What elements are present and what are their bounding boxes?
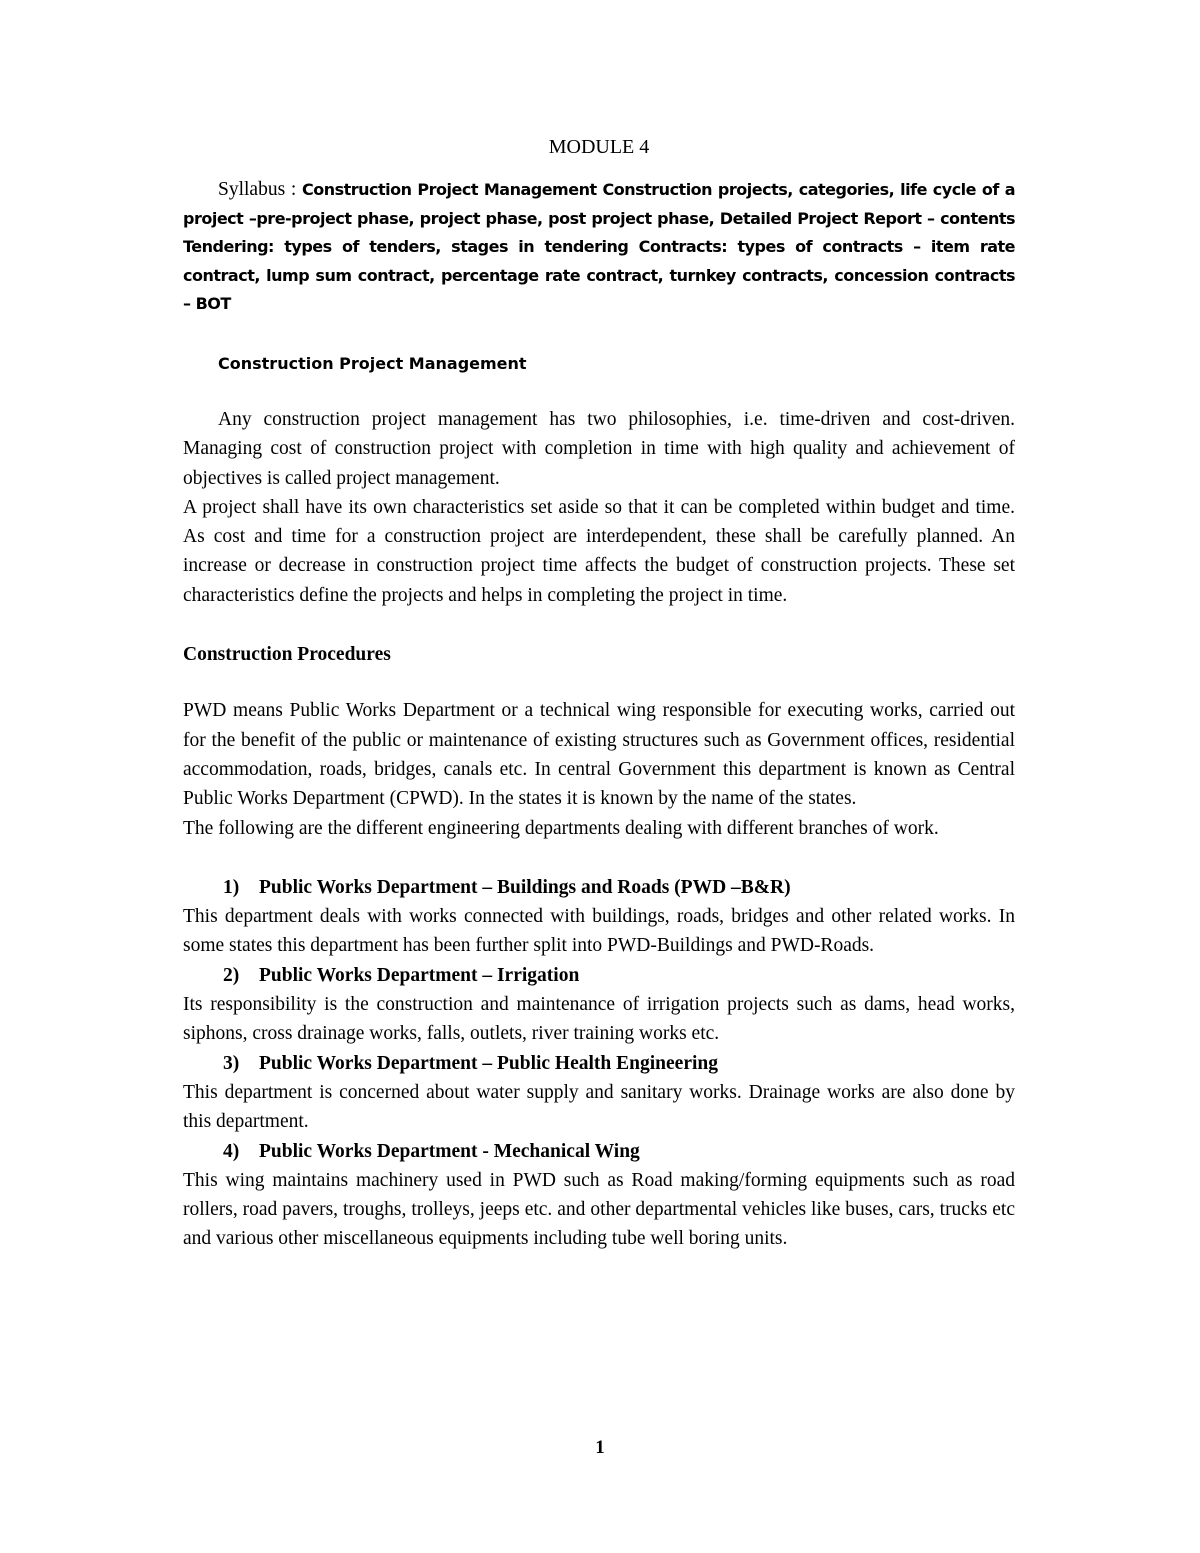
paragraph-philosophies: Any construction project management has two philosophies, i.e. time-driven and cost-driven. Managing cost of construction project with completion in time with high quality and achievement of objectives is called project management. — [183, 408, 1015, 489]
department-heading — [183, 873, 1015, 902]
document-page — [183, 132, 1015, 1254]
list-item — [183, 1137, 1015, 1254]
syllabus-text: Construction Project Management Construction projects, categories, life cycle of a project –pre-project phase, project phase, post project phase, Detailed Project Report – contents Tendering: types of tenders, stages in tendering Contracts: types of contracts – item rate contract, lump sum contract, percentage rate contract, turnkey contracts, concession contracts – BOT — [183, 180, 1016, 314]
page-number: 1 — [595, 1437, 605, 1458]
department-heading — [183, 1049, 1015, 1078]
department-title: Public Works Department – Buildings and Roads (PWD –B&R) — [259, 876, 791, 898]
department-title: Public Works Department – Public Health Engineering — [259, 1052, 718, 1074]
department-heading — [183, 961, 1015, 990]
list-item — [183, 873, 1015, 961]
department-description: This department is concerned about water supply and sanitary works. Drainage works are also done by this department. — [183, 1081, 1015, 1133]
list-number: 2) — [223, 964, 240, 986]
section-heading-construction-procedures: Construction Procedures — [183, 644, 391, 666]
syllabus-lead: Syllabus : — [218, 179, 302, 200]
department-title: Public Works Department - Mechanical Wing — [259, 1140, 640, 1162]
list-item — [183, 961, 1015, 1049]
list-number: 1) — [223, 876, 240, 898]
department-description: This wing maintains machinery used in PWD such as Road making/forming equipments such as road rollers, road pavers, troughs, trolleys, jeeps etc. and other departmental vehicles like buses, cars, trucks etc and various other miscellaneous equipments including tube well boring units. — [183, 1169, 1015, 1250]
list-item — [183, 1049, 1015, 1137]
list-number: 4) — [223, 1140, 240, 1162]
syllabus-paragraph — [183, 176, 1015, 319]
list-number: 3) — [223, 1052, 240, 1074]
department-description: This department deals with works connected with buildings, roads, bridges and other related works. In some states this department has been further split into PWD-Buildings and PWD-Roads. — [183, 906, 1015, 957]
section-heading-project-management: Construction Project Management — [218, 353, 527, 373]
paragraph-characteristics: A project shall have its own characteristics set aside so that it can be completed within budget and time. As cost and time for a construction project are interdependent, these shall be carefully planned. An increase or decrease in construction project time affects the budget of construction projects. These set characteristics define the projects and helps in completing the project in time. — [183, 496, 1015, 606]
department-heading — [183, 1137, 1015, 1166]
department-description: Its responsibility is the construction and maintenance of irrigation projects such as dams, head works, siphons, cross drainage works, falls, outlets, river training works etc. — [183, 994, 1015, 1045]
paragraph-departments-intro: The following are the different engineering departments dealing with different branches of work. — [183, 817, 939, 839]
department-title: Public Works Department – Irrigation — [259, 964, 580, 986]
department-list — [183, 873, 1015, 1254]
module-title: MODULE 4 — [548, 136, 650, 158]
paragraph-pwd-definition: PWD means Public Works Department or a technical wing responsible for executing works, carried out for the benefit of the public or maintenance of existing structures such as Government offices, residential accommodation, roads, bridges, canals etc. In central Government this department is known as Central Public Works Department (CPWD). In the states it is known by the name of the states. — [183, 700, 1015, 810]
